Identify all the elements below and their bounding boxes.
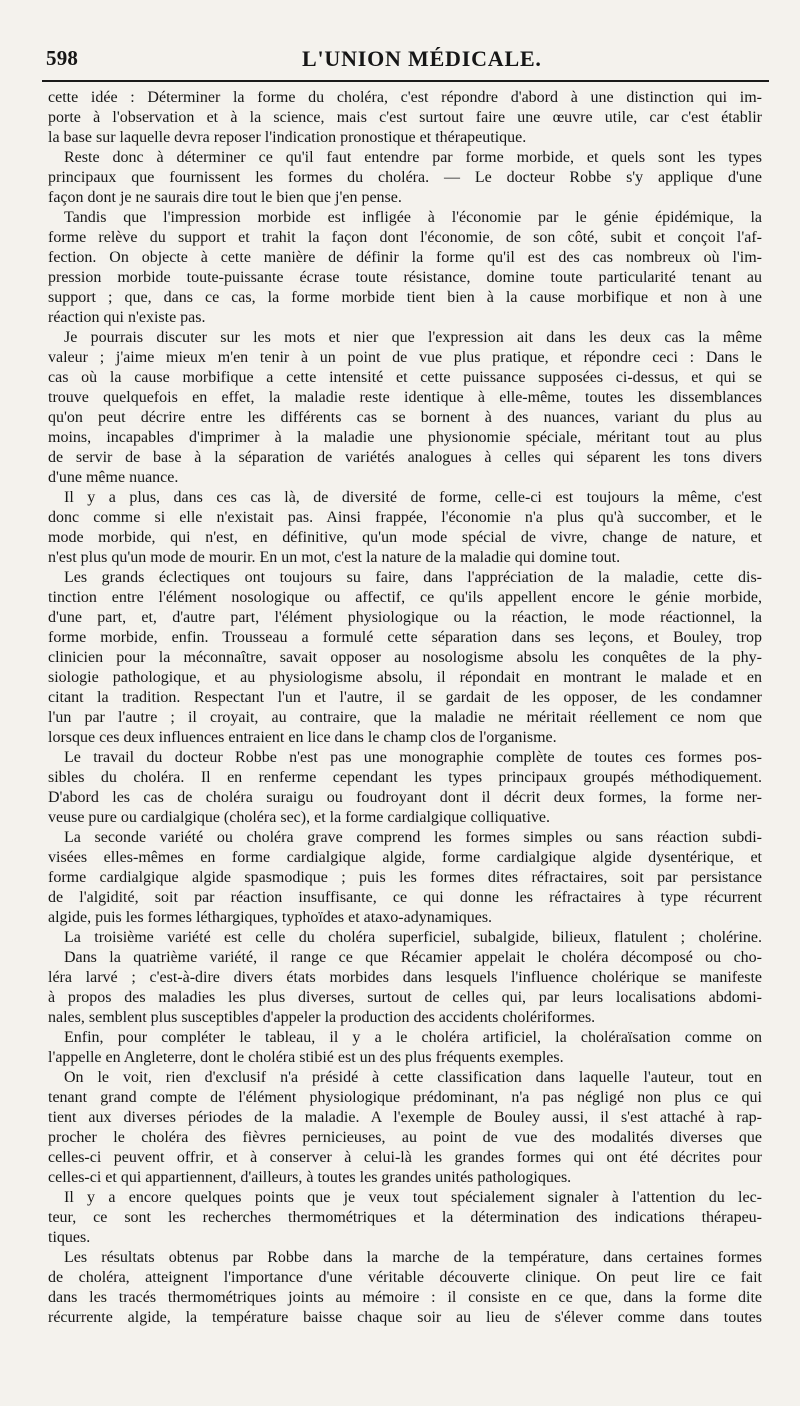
body-line: Les résultats obtenus par Robbe dans la marche de la température, dans certaines formes <box>64 1249 762 1266</box>
body-line: dans les tracés thermométriques joints au mémoire : il consiste en ce que, dans la forme dite <box>48 1289 762 1306</box>
body-line: celles-ci et qui appartiennent, d'ailleurs, à toutes les grandes unités pathologiques. <box>48 1169 572 1186</box>
page-number: 598 <box>46 46 79 70</box>
running-title: L'UNION MÉDICALE. <box>302 46 542 71</box>
body-line: n'est plus qu'un mode de mourir. En un mot, c'est la nature de la maladie qui domine tout. <box>48 549 621 566</box>
body-line: cette idée : Déterminer la forme du choléra, c'est répondre d'abord à une distinction qui im- <box>48 89 762 106</box>
body-line: fection. On objecte à cette manière de définir la forme qu'il est des cas nombreux où l'im- <box>48 249 762 266</box>
body-line: clinicien pour la méconnaître, savait opposer au nosologisme absolu les conquêtes de la phy- <box>48 649 762 666</box>
body-line: forme cardialgique algide spasmodique ; puis les formes dites réfractaires, soit par persistance <box>48 869 762 886</box>
body-line: mode morbide, qui n'est, en définitive, qu'un mode spécial de vivre, change de nature, et <box>48 529 762 546</box>
body-line: pression morbide toute-puissante écrase toute résistance, domine toute particularité tenant au <box>48 269 762 286</box>
body-line: tinction entre l'élément nosologique ou affectif, ce qu'ils appellent encore le génie morbide, <box>48 589 762 606</box>
page-header <box>40 42 770 78</box>
article-body <box>48 88 762 1328</box>
body-line: support ; que, dans ce cas, la forme morbide tient bien à la cause morbifique et non à une <box>48 289 762 306</box>
body-line: nales, semblent plus susceptibles d'appeler la production des accidents cholériformes. <box>48 1009 596 1026</box>
body-line: forme relève du support et trahit la façon dont l'économie, de son côté, subit et conçoit l'af- <box>48 229 762 246</box>
body-line: porte à l'observation et à la science, mais c'est surtout faire une œuvre utile, car c'est établir <box>48 109 762 126</box>
body-line: à propos des maladies les plus diverses, surtout de celles qui, par leurs localisations abdomi- <box>48 989 762 1006</box>
body-line: algide, puis les formes léthargiques, typhoïdes et ataxo-adynamiques. <box>48 909 493 926</box>
body-line: On le voit, rien d'exclusif n'a présidé à cette classification dans laquelle l'auteur, tout en <box>64 1069 762 1086</box>
body-line: Enfin, pour compléter le tableau, il y a le choléra artificiel, la choléraïsation comme on <box>64 1029 762 1046</box>
body-line: tenant grand compte de l'élément physiologique prédominant, n'a pas négligé non plus ce qui <box>48 1089 762 1106</box>
body-line: citant la tradition. Respectant l'un et l'autre, il se gardait de les opposer, de les condamner <box>48 689 762 706</box>
body-line: visées elles-mêmes en forme cardialgique algide, forme cardialgique algide dysentérique, et <box>48 849 762 866</box>
body-line: siologie pathologique, et au physiologisme absolu, il répondait en montrant le malade et en <box>48 669 762 686</box>
body-line: trouve quelquefois en effet, la maladie reste identique à elle-même, toutes les dissemblances <box>48 389 762 406</box>
body-line: cas où la cause morbifique a cette intensité et cette puissance supposées ci-dessus, et qui se <box>48 369 762 386</box>
body-line: Je pourrais discuter sur les mots et nier que l'expression ait dans les deux cas la même <box>64 329 762 346</box>
body-line: Le travail du docteur Robbe n'est pas une monographie complète de toutes ces formes pos- <box>64 749 762 766</box>
body-line: D'abord les cas de choléra suraigu ou foudroyant dont il décrit deux formes, la forme ner- <box>48 789 762 806</box>
body-line: forme morbide, enfin. Trousseau a formulé cette séparation dans ses leçons, et Bouley, trop <box>48 629 762 646</box>
body-line: Reste donc à déterminer ce qu'il faut entendre par forme morbide, et quels sont les types <box>64 149 762 166</box>
body-line: récurrente algide, la température baisse chaque soir au lieu de s'élever comme dans toutes <box>48 1309 762 1326</box>
body-line: tiques. <box>48 1229 91 1246</box>
body-line: la base sur laquelle devra reposer l'indication pronostique et thérapeutique. <box>48 129 527 146</box>
body-line: moins, incapables d'imprimer à la maladie une physionomie spéciale, méritant tout au plus <box>48 429 762 446</box>
body-line: qu'on peut décrire entre les différents cas se bornent à des nuances, variant du plus au <box>48 409 762 426</box>
body-line: d'une part, et, d'autre part, l'élément physiologique ou la réaction, le mode réactionnel, la <box>48 609 762 626</box>
header-rule <box>42 80 769 82</box>
body-line: teur, ce sont les recherches thermométriques et la détermination des indications thérapeu- <box>48 1209 762 1226</box>
body-line: Il y a encore quelques points que je veux tout spécialement signaler à l'attention du lec- <box>64 1189 762 1206</box>
body-line: façon dont je ne saurais dire tout le bien que j'en pense. <box>48 189 402 206</box>
body-line: réaction qui n'existe pas. <box>48 309 206 326</box>
body-line: donc comme si elle n'existait pas. Ainsi frappée, l'économie n'a plus qu'à succomber, et le <box>48 509 762 526</box>
body-line: valeur ; j'aime mieux m'en tenir à un point de vue plus pratique, et répondre ceci : Dans le <box>48 349 762 366</box>
body-line: tient aux diverses périodes de la maladie. A l'exemple de Bouley aussi, il s'est attaché à rap- <box>48 1109 762 1126</box>
body-line: de choléra, atteignent l'importance d'une véritable découverte clinique. On peut lire ce fait <box>48 1269 762 1286</box>
body-line: sibles du choléra. Il en renferme cependant les types principaux groupés méthodiquement. <box>48 769 762 786</box>
body-line: l'un par l'autre ; il croyait, au contraire, que la maladie ne méritait réellement ce nom que <box>48 709 762 726</box>
body-line: de servir de base à la séparation de variétés analogues à celles qui séparent les tons divers <box>48 449 762 466</box>
body-line: lorsque ces deux influences entraient en lice dans le champ clos de l'organisme. <box>48 729 557 746</box>
body-line: Dans la quatrième variété, il range ce que Récamier appelait le choléra décomposé ou cho- <box>64 949 762 966</box>
body-line: principaux que fournissent les formes du choléra. — Le docteur Robbe s'y applique d'une <box>48 169 762 186</box>
body-line: Il y a plus, dans ces cas là, de diversité de forme, celle-ci est toujours la même, c'est <box>64 489 762 506</box>
body-line: de l'algidité, soit par réaction insuffisante, ce qui donne les réfractaires à type récurrent <box>48 889 762 906</box>
body-line: La seconde variété ou choléra grave comprend les formes simples ou sans réaction subdi- <box>64 829 762 846</box>
body-line: celles-ci peuvent offrir, et à conserver à celui-là les grandes formes qui ont été décrites pour <box>48 1149 762 1166</box>
body-line: l'appelle en Angleterre, dont le choléra stibié est un des plus fréquents exemples. <box>48 1049 564 1066</box>
body-line: d'une même nuance. <box>48 469 179 486</box>
body-line: léra larvé ; c'est-à-dire divers états morbides dans lesquels l'influence cholérique se manifeste <box>48 969 762 986</box>
body-line: Les grands éclectiques ont toujours su faire, dans l'appréciation de la maladie, cette dis- <box>64 569 762 586</box>
body-line: La troisième variété est celle du choléra superficiel, subalgide, bilieux, flatulent ; cholérine. <box>64 929 762 946</box>
body-line: procher le choléra des fièvres pernicieuses, au point de vue des modalités diverses que <box>48 1129 762 1146</box>
body-line: Tandis que l'impression morbide est infligée à l'économie par le génie épidémique, la <box>64 209 762 226</box>
body-line: veuse pure ou cardialgique (choléra sec), et la forme cardialgique colliquative. <box>48 809 550 826</box>
